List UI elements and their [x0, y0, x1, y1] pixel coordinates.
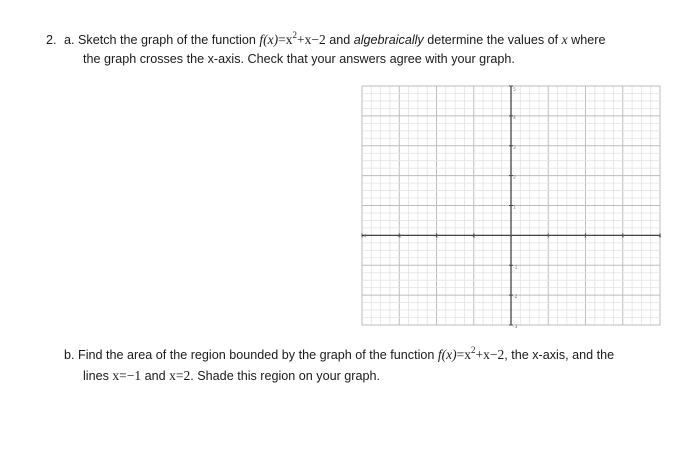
- part-a-line-2: the graph crosses the x-axis. Check that your answers agree with your graph.: [83, 52, 515, 66]
- part-b-text-2: , the x-axis, and the: [504, 348, 615, 362]
- x-tick-label: -3: [397, 234, 402, 240]
- equation-x-neg1: x=−1: [112, 368, 142, 383]
- x-tick-label: -2: [434, 234, 439, 240]
- part-b-text-4: and: [144, 369, 166, 383]
- part-b-line-1: [64, 344, 615, 363]
- part-a-text-4: where: [571, 33, 606, 47]
- function-expression-a: $f(x)=x^2+x-2$: [259, 29, 326, 47]
- y-tick-label: 1: [513, 205, 516, 211]
- x-tick-label: 1: [546, 234, 550, 240]
- part-a-label: a.: [64, 33, 75, 47]
- y-tick-label: -3: [513, 325, 518, 330]
- function-expression-b: $f(x)=x^2+x-2$: [437, 344, 505, 362]
- part-a-text-1: Sketch the graph of the function: [78, 33, 256, 47]
- x-tick-label: 2: [584, 234, 587, 240]
- part-a-text-3: determine the values of: [427, 33, 559, 47]
- part-a-text-2: and: [329, 33, 351, 47]
- y-tick-label: -2: [513, 295, 518, 301]
- y-tick-label: 2: [513, 175, 516, 181]
- y-tick-label: 3: [513, 145, 516, 151]
- x-tick-label: 4: [658, 234, 662, 240]
- y-tick-label: 4: [513, 115, 516, 121]
- x-tick-label: 3: [621, 234, 625, 240]
- part-b-line-2: [83, 368, 380, 384]
- part-b-text-3: lines: [83, 369, 109, 383]
- x-tick-label: 0: [509, 234, 513, 240]
- part-b-text-5: . Shade this region on your graph.: [190, 369, 381, 383]
- variable-x: x: [561, 32, 568, 47]
- y-tick-label: 5: [513, 88, 516, 93]
- part-a-emphasis: algebraically: [353, 33, 424, 47]
- x-tick-label: -4: [361, 234, 367, 240]
- part-b-label: b.: [64, 348, 75, 362]
- x-tick-label: -1: [471, 234, 476, 240]
- equation-x-2: x=2: [169, 368, 191, 383]
- part-b-text-1: Find the area of the region bounded by the graph of the function: [78, 348, 435, 362]
- problem-number: 2.: [46, 33, 57, 47]
- y-tick-label: -1: [513, 265, 518, 271]
